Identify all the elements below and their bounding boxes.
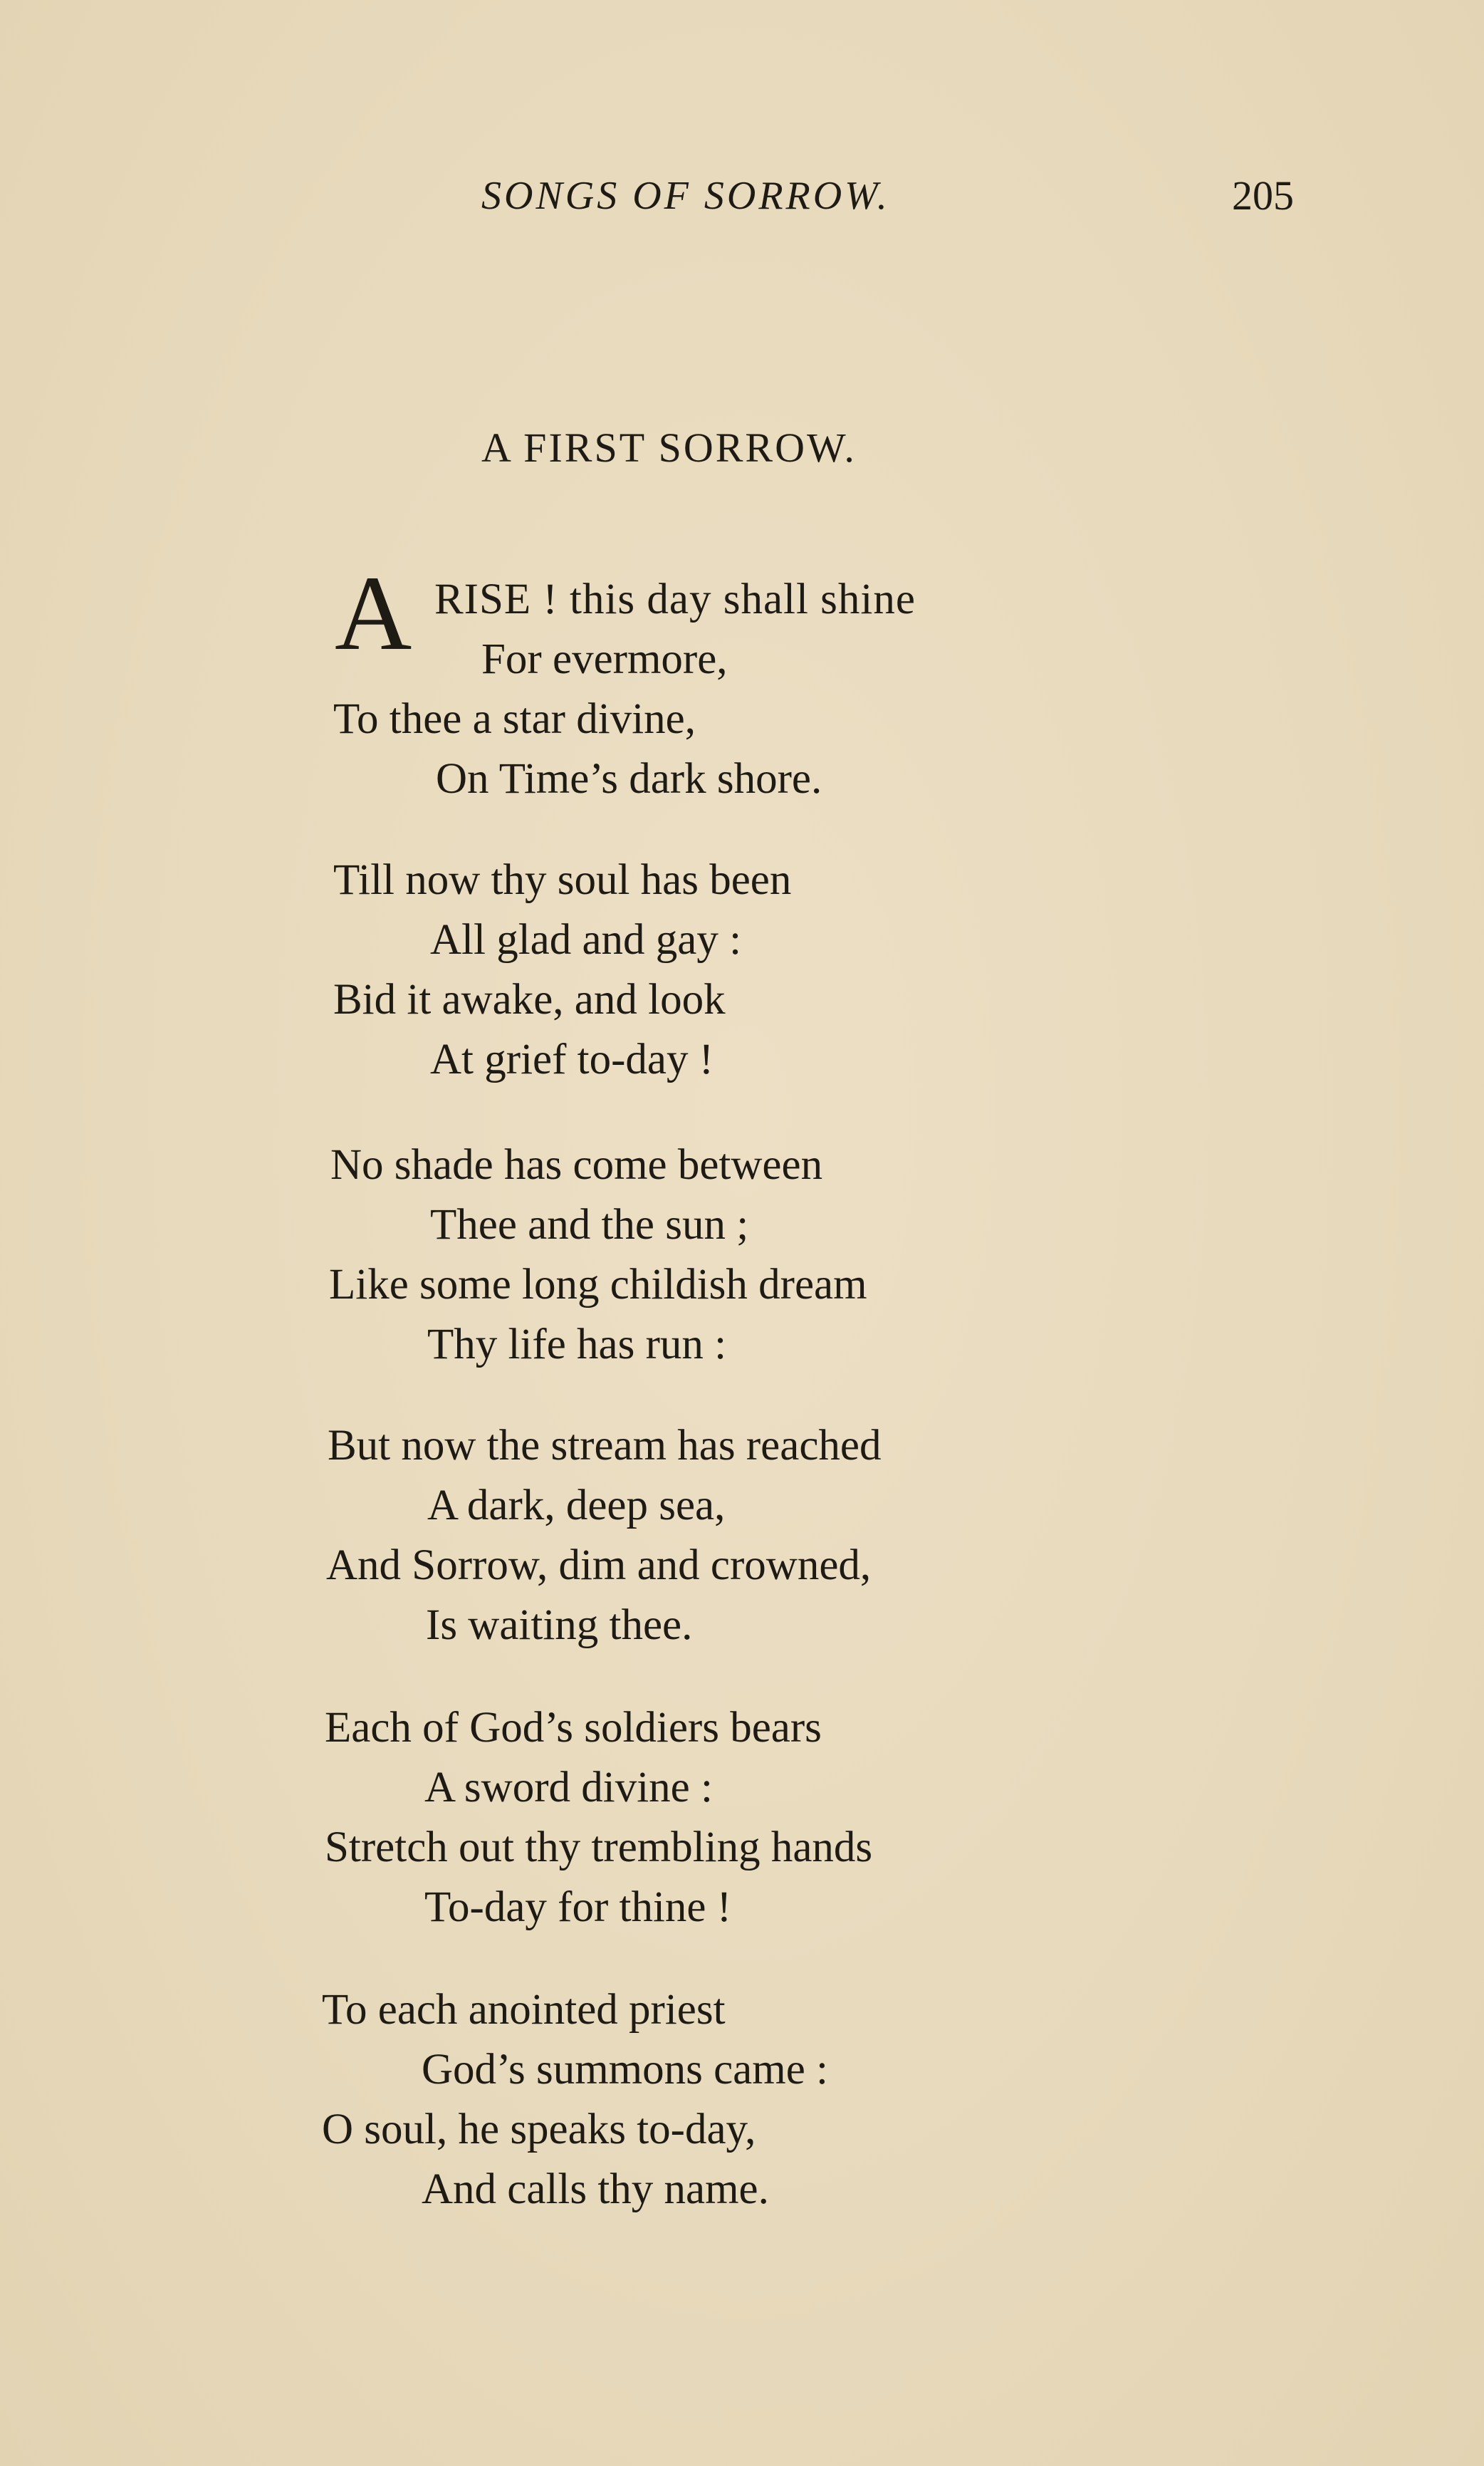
running-head: SONGS OF SORROW. xyxy=(481,174,890,218)
poem-line: A dark, deep sea, xyxy=(427,1482,726,1529)
poem-line: A sword divine : xyxy=(424,1764,713,1811)
poem-line: For evermore, xyxy=(481,635,728,683)
poem-line: On Time’s dark shore. xyxy=(436,755,822,803)
poem-line: Till now thy soul has been xyxy=(333,856,792,904)
poem-line: RISE ! this day shall shine xyxy=(434,576,916,623)
poem-line: God’s summons came : xyxy=(422,2046,828,2093)
poem-line: And Sorrow, dim and crowned, xyxy=(326,1541,872,1589)
drop-cap: A xyxy=(335,554,412,672)
poem-line: Thy life has run : xyxy=(427,1321,727,1368)
poem-line: Is waiting thee. xyxy=(426,1601,693,1649)
poem-title: A FIRST SORROW. xyxy=(481,425,857,471)
page-number: 205 xyxy=(1232,172,1294,219)
poem-line: Like some long childish dream xyxy=(329,1261,867,1309)
poem-line: To-day for thine ! xyxy=(424,1883,732,1931)
poem-line: To each anointed priest xyxy=(322,1986,726,2034)
poem-line: Thee and the sun ; xyxy=(430,1201,749,1249)
poem-line: Stretch out thy trembling hands xyxy=(325,1824,873,1871)
poem-line: But now the stream has reached xyxy=(328,1422,882,1469)
poem-line: At grief to-day ! xyxy=(430,1036,714,1083)
poem-line: No shade has come between xyxy=(330,1141,823,1189)
poem-line: To thee a star divine, xyxy=(333,695,696,743)
poem-line: And calls thy name. xyxy=(422,2165,769,2213)
poem-line: Each of God’s soldiers bears xyxy=(325,1704,822,1752)
poem-line: O soul, he speaks to-day, xyxy=(322,2106,756,2153)
poem-line: All glad and gay : xyxy=(430,916,742,964)
poem-line: Bid it awake, and look xyxy=(333,976,726,1024)
